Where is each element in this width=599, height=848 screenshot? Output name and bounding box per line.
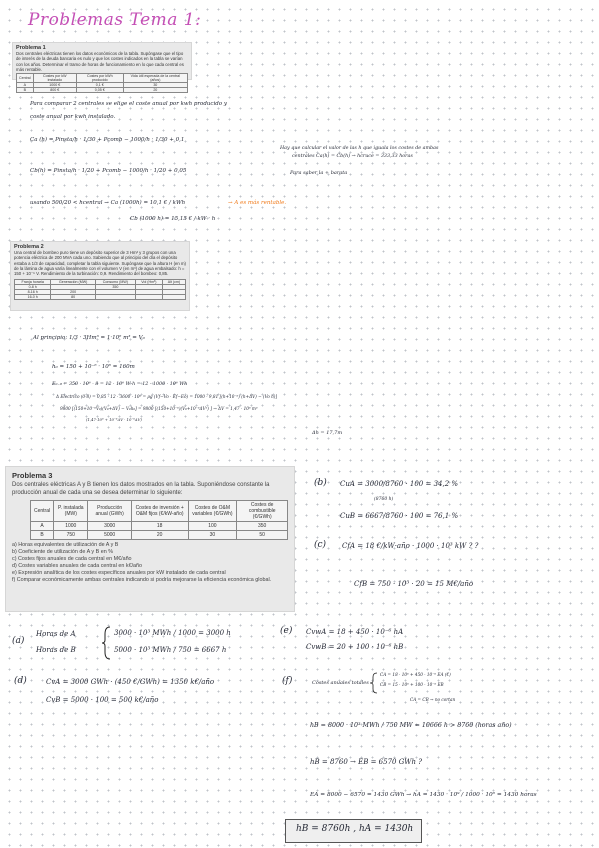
table-cell: 0,1 € xyxy=(76,83,123,88)
table-cell: 200 xyxy=(51,289,95,294)
list-item: b) Coeficiente de utilización de A y B en % xyxy=(12,549,113,556)
sol3-b-label: (b) xyxy=(314,478,327,488)
problem-1-text: Dos centrales eléctricas tienen los datos económicos de la tabla. Supóngase que el tipo de interés de la deuda bancaria es nulo y que los costes indicados en la tabla se varían con los años. Determinar el tramo de horas de funcionamiento en lo que cada central es más rentable. xyxy=(16,51,184,73)
final-answer: hB = 8760h , hA = 1430h xyxy=(296,824,414,834)
table-row xyxy=(31,522,288,531)
sol2-line3: E₀₋₈ = 350 · 10⁶ · 8 = 12 · 10⁶ W·h = 12 · 1000 · 10⁶ Wh xyxy=(52,382,188,387)
sol3-c-label: (c) xyxy=(314,540,327,550)
table-header-cell: P. instalada (MW) xyxy=(54,501,88,522)
sol3-f-line3: CA = CB → no cortan xyxy=(410,697,456,702)
table-cell: 100 xyxy=(188,522,237,531)
table-row xyxy=(17,88,188,93)
problem-1-table xyxy=(16,73,188,93)
sol1-cb-value: Cb (1000 h) = 15,15 € / kW · h xyxy=(130,216,216,222)
sol1-note-line3: Para saber la + barata xyxy=(290,170,348,176)
table-cell: A xyxy=(17,83,34,88)
sol3-f-label: (f) xyxy=(282,676,293,686)
sol3-ea-line: EA = 8000 − 6570 = 1430 GWh → hA = 1430 · 10⁹ / 1000 · 10⁶ = 1430 horas xyxy=(310,792,537,798)
table-header-cell: Franja horaria xyxy=(15,279,51,284)
table-cell: 800 € xyxy=(33,88,76,93)
sol3-b-a-sub: (8760 h) xyxy=(374,497,394,502)
table-cell: 3000 xyxy=(88,522,131,531)
sol3-d-label: (d) xyxy=(14,676,27,686)
problem-2-table xyxy=(14,279,186,300)
problem-1-statement xyxy=(12,42,192,93)
sol1-highlight: → A es más rentable. xyxy=(228,200,287,206)
table-cell xyxy=(95,294,135,299)
sol3-f-line2: CB = 15 · 10⁶ + 100 · 10⁻⁶ EB xyxy=(380,682,444,687)
table-cell: 50 xyxy=(237,531,288,540)
list-item: a) Horas equivalentes de utilización de A y B xyxy=(12,542,119,549)
sol2-line2: h₀ = 150 + 10⁻⁶ · 10⁶ = 160m xyxy=(52,364,135,370)
problem-2-text: Una central de bombeo puro tiene un depósito superior de 3 Hm³ y 3 grupos con una potencia eléctrica de 200 MVA cada uno. Sabiendo que al principio del día el depósito estaba a 1/3 de capacidad, completar la tabla siguiente. Supóngase que la altura H (en m) de la lámina de agua varía linealmente con el volumen V (en m³) de agua embalsado: h = 150 + 10⁻⁶ V. Rendimiento de la turbinación: 0,9. Rendimiento del bombeo: 0,85. xyxy=(14,250,186,277)
table-cell: 1000 xyxy=(54,522,88,531)
sol2-line1: Al principio: 1/3 · 3Hm³ = 1·10⁶ m³ = V₀ xyxy=(33,335,145,341)
list-item: e) Expresión analítica de los costes específicos anuales por kW instalado de cada central xyxy=(12,570,226,577)
table-cell xyxy=(135,294,162,299)
table-cell: 0,05 € xyxy=(76,88,123,93)
sol2-line7: Δh = 17,7m xyxy=(312,430,343,436)
table-header-cell: Consumo (MW) xyxy=(95,279,135,284)
table-cell xyxy=(162,294,185,299)
page-title: Problemas Tema 1: xyxy=(28,10,202,30)
table-header-cell: Vida útil esperada de la central (años) xyxy=(123,74,187,83)
table-header-row xyxy=(17,74,188,83)
table-header-cell: Central xyxy=(17,74,34,83)
list-item: f) Comparar económicamente ambas centrales indicando si podría mejorarse la eficiencia económica global. xyxy=(12,577,272,584)
table-row xyxy=(31,531,288,540)
sol3-e-line1: CvwA = 18 + 450 · 10⁻⁶ hA xyxy=(306,628,404,636)
sol3-b-a: CuA = 3000/8760 · 100 = 34,2 % xyxy=(340,480,459,488)
problem-3-table xyxy=(30,500,288,540)
table-header-cell: Generación (MW) xyxy=(51,279,95,284)
sol3-c-b: CfB = 750 · 10³ · 20 = 15 M€/año xyxy=(354,580,474,588)
table-cell: 16-0 h xyxy=(15,294,51,299)
sol3-f-line1: CA = 18 · 10⁶ + 450 · 10⁻⁶ EA (€) xyxy=(380,672,451,677)
sol3-c-a: CfA = 18 €/kW·año · 1000 · 10³ kW ? ? xyxy=(342,542,479,550)
sol3-a-result-a: 3000 · 10³ MWh / 1000 = 3000 h xyxy=(114,629,231,637)
table-cell: 18 xyxy=(131,522,188,531)
table-cell: 750 xyxy=(54,531,88,540)
sol3-e-line2: CvwB = 20 + 100 · 10⁻⁶ hB xyxy=(306,643,404,651)
table-cell: 20 xyxy=(131,531,188,540)
table-header-cell: Costes de O&M variables (€/GWh) xyxy=(188,501,237,522)
sol2-line4: Δ Electrico (0-8) = 0,85 · 12 · 3600 · 10⁶ = ρg (Vf−Vo · Ef−Eo) = 1000 · 9,81 [(h+10⁻⁶) (h+ΔV) − (Vo h)] xyxy=(56,394,278,399)
sol3-a-label-a: Horas de A xyxy=(36,630,76,638)
table-header-cell: Central xyxy=(31,501,54,522)
sol2-line6: (1,47·10⁸ + 10⁻⁶ΔV · 10⁻⁶ΔV) xyxy=(86,417,142,422)
table-cell: 8-16 h xyxy=(15,289,51,294)
table-header-cell: Producción anual (GWh) xyxy=(88,501,131,522)
problem-2-title: Problema 2 xyxy=(14,244,44,250)
table-cell: 350 xyxy=(237,522,288,531)
sol3-d-line2: CvB = 5000 · 100 = 500 k€/año xyxy=(46,696,159,704)
problem-3-items xyxy=(12,542,288,584)
table-cell: 350 xyxy=(95,284,135,289)
table-row xyxy=(15,294,186,299)
table-header-cell: Vol (Hm³) xyxy=(135,279,162,284)
sol3-hb-line1: hB = 8000 · 10³ MWh / 750 MW = 10666 h > 8760 (horas año) xyxy=(310,722,512,729)
table-header-cell: Costes de inversión + O&M fijos (€/kW-año) xyxy=(131,501,188,522)
table-cell: 30 xyxy=(188,531,237,540)
sol3-b-b: CuB = 6667/8760 · 100 = 76,1 % xyxy=(340,512,459,520)
table-cell: A xyxy=(31,522,54,531)
sol1-note-line1: Hay que calcular el valor de las h que iguala los costes de ambas xyxy=(280,146,439,151)
sol3-a-result-b: 5000 · 10³ MWh / 750 = 6667 h xyxy=(114,646,227,654)
table-cell: 0-8 h xyxy=(15,284,51,289)
sol1-using: usando 500/20 < hcentral → Ca (1000h) = 10,1 € / kWh xyxy=(30,200,186,206)
problem-3-statement xyxy=(5,466,295,612)
sol1-intro-line2: coste anual por kwh instalado. xyxy=(30,114,116,120)
table-cell: 5000 xyxy=(88,531,131,540)
table-header-cell: Alt (cm) xyxy=(162,279,185,284)
problem-2-statement xyxy=(10,241,190,311)
final-answer-box xyxy=(285,819,422,843)
list-item: d) Costes variables anuales de cada central en k€/año xyxy=(12,563,143,570)
sol3-a-label: (a) xyxy=(12,636,25,646)
table-cell: 80 xyxy=(51,294,95,299)
brace-icon xyxy=(370,672,378,694)
sol1-cb-formula: Cb(h) = Pinsta/h · 1/20 + Pcomb − 1000/h · 1/20 + 0,05 xyxy=(30,168,187,174)
table-cell: B xyxy=(17,88,34,93)
sol3-a-label-b: Horas de B xyxy=(36,646,76,654)
table-header-cell: Costes de combustible (€/GWh) xyxy=(237,501,288,522)
table-cell: B xyxy=(31,531,54,540)
sol1-ca-formula: Ca (h) = Pinsta/h · 1/30 + Pcomb − 1000/h · 1/30 + 0,1 xyxy=(30,137,185,143)
table-cell: 1000 € xyxy=(33,83,76,88)
sol2-line5: 9800 [(150+10⁻⁶V₀)(V₀+ΔV) − V₀h₀] = 9800 [(150+10⁻⁶)(V₀+10⁻⁶ΔV²) ] → ΔV = 1,47 · 10⁸ m³ xyxy=(60,406,258,411)
sol3-e-label: (e) xyxy=(280,626,293,636)
sol3-d-line1: CvA = 3000 GWh · (450 €/GWh) = 1350 k€/año xyxy=(46,678,215,686)
problem-3-title: Problema 3 xyxy=(12,471,53,480)
sol1-note-line2: centrales Ca(h) = Cb(h) → hcruce = 333,33 horas xyxy=(292,154,413,159)
table-cell: 30 xyxy=(123,83,187,88)
problem-3-text: Dos centrales eléctricas A y B tienen los datos mostrados en la tabla. Suponiéndose constante la producción anual de cada una se desea determinar lo siguiente: xyxy=(12,482,270,496)
table-cell: 20 xyxy=(123,88,187,93)
sol3-f-line0: Costes anuales totales xyxy=(312,680,369,686)
brace-icon xyxy=(102,626,112,660)
list-item: c) Costes fijos anuales de cada central en M€/año xyxy=(12,556,132,563)
problem-1-title: Problema 1 xyxy=(16,45,46,51)
table-header-row xyxy=(31,501,288,522)
sol3-hb-line2: hB = 8760 → EB = 6570 GWh ? xyxy=(310,758,422,766)
table-header-cell: Costes por kW instalado xyxy=(33,74,76,83)
sol1-intro-line1: Para comparar 2 centrales se elige el coste anual por kwh producido y xyxy=(30,101,227,107)
table-header-cell: Costes por kWh producido xyxy=(76,74,123,83)
